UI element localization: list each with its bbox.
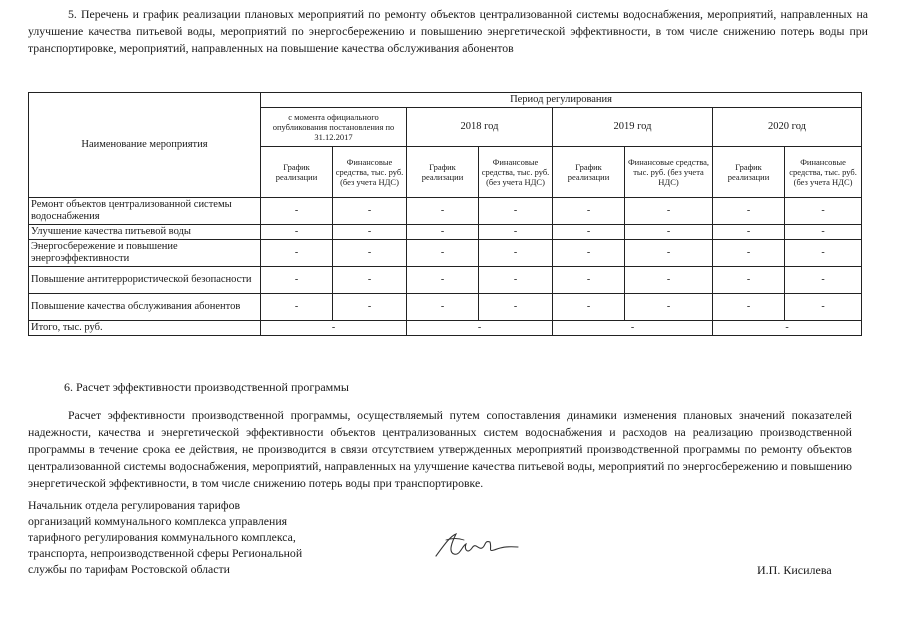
column-header-regulation-period: Период регулирования bbox=[261, 93, 862, 108]
table-cell: - bbox=[407, 198, 479, 225]
table-cell: - bbox=[333, 225, 407, 240]
table-cell: - bbox=[479, 225, 553, 240]
table-cell: - bbox=[333, 198, 407, 225]
table-row-total bbox=[29, 321, 862, 336]
subheader-schedule: График реализации bbox=[553, 147, 625, 198]
subheader-finance: Финансовые средства, тыс. руб. (без учета НДС) bbox=[625, 147, 713, 198]
column-header-period-2020: 2020 год bbox=[713, 108, 862, 147]
table-cell: - bbox=[625, 198, 713, 225]
subheader-finance: Финансовые средства, тыс. руб. (без учета НДС) bbox=[333, 147, 407, 198]
total-cell: - bbox=[553, 321, 713, 336]
table-cell: - bbox=[407, 267, 479, 294]
implementation-schedule-table bbox=[28, 92, 862, 336]
table-cell: - bbox=[553, 267, 625, 294]
table-cell: - bbox=[713, 267, 785, 294]
table-cell: - bbox=[479, 294, 553, 321]
table-cell: - bbox=[407, 240, 479, 267]
table-cell: - bbox=[553, 198, 625, 225]
table-cell: - bbox=[261, 240, 333, 267]
table-row bbox=[29, 294, 862, 321]
column-header-measure-name: Наименование мероприятия bbox=[29, 93, 261, 198]
row-name: Повышение антитеррористической безопасности bbox=[29, 267, 261, 294]
table-cell: - bbox=[479, 198, 553, 225]
section-6-heading: 6. Расчет эффективности производственной программы bbox=[64, 380, 349, 394]
row-name: Улучшение качества питьевой воды bbox=[29, 225, 261, 240]
table-row bbox=[29, 267, 862, 294]
table-cell: - bbox=[713, 225, 785, 240]
table-cell: - bbox=[553, 225, 625, 240]
table-cell: - bbox=[785, 225, 862, 240]
table-row bbox=[29, 240, 862, 267]
section-5-heading: 5. Перечень и график реализации плановых мероприятий по ремонту объектов централизованной системы водоснабжения, мероприятий, направленных на улучшение качества питьевой воды, мероприятий по энергосбережению и повышению энергетической эффективности, в том числе снижению потерь воды при транспортировке, мероприятий, направленных на повышение качества обслуживания абонентов bbox=[28, 7, 868, 55]
table-cell: - bbox=[333, 294, 407, 321]
subheader-finance: Финансовые средства, тыс. руб. (без учета НДС) bbox=[479, 147, 553, 198]
table-cell: - bbox=[261, 225, 333, 240]
table-cell: - bbox=[625, 240, 713, 267]
subheader-finance: Финансовые средства, тыс. руб. (без учета НДС) bbox=[785, 147, 862, 198]
subheader-schedule: График реализации bbox=[713, 147, 785, 198]
column-header-period-initial: с момента официального опубликования постановления по 31.12.2017 bbox=[261, 108, 407, 147]
table-cell: - bbox=[407, 294, 479, 321]
section-6-body: Расчет эффективности производственной программы, осуществляемый путем сопоставления динамики изменения плановых значений показателей надежности, качества и энергетической эффективности объектов централизованных систем водоснабжения и расходов на реализацию производственной программы в течение срока ее действия, не производится в связи отсутствием утвержденных мероприятий производственной программы по ремонту объектов централизованной системы водоснабжения, мероприятий, направленных на улучшение качества питьевой воды, мероприятий по энергосбережению и повышению энергетической эффективности, в том числе снижению потерь воды при транспортировке. bbox=[28, 408, 852, 490]
table-cell: - bbox=[713, 240, 785, 267]
column-header-period-2018: 2018 год bbox=[407, 108, 553, 147]
table-cell: - bbox=[785, 294, 862, 321]
table-cell: - bbox=[261, 267, 333, 294]
table-cell: - bbox=[625, 267, 713, 294]
table-cell: - bbox=[553, 240, 625, 267]
signatory-name: И.П. Кисилева bbox=[757, 563, 832, 577]
table-cell: - bbox=[333, 267, 407, 294]
table-cell: - bbox=[713, 294, 785, 321]
handwritten-signature bbox=[432, 526, 522, 566]
total-cell: - bbox=[407, 321, 553, 336]
table-cell: - bbox=[625, 294, 713, 321]
row-name: Ремонт объектов централизованной системы водоснабжения bbox=[29, 198, 261, 225]
row-name: Повышение качества обслуживания абонентов bbox=[29, 294, 261, 321]
table-cell: - bbox=[407, 225, 479, 240]
total-cell: - bbox=[713, 321, 862, 336]
table-cell: - bbox=[625, 225, 713, 240]
table-cell: - bbox=[553, 294, 625, 321]
table-row bbox=[29, 225, 862, 240]
table-cell: - bbox=[785, 240, 862, 267]
table-cell: - bbox=[479, 267, 553, 294]
table-row bbox=[29, 198, 862, 225]
table-cell: - bbox=[261, 294, 333, 321]
total-cell: - bbox=[261, 321, 407, 336]
subheader-schedule: График реализации bbox=[407, 147, 479, 198]
row-name: Энергосбережение и повышение энергоэффективности bbox=[29, 240, 261, 267]
row-name-total: Итого, тыс. руб. bbox=[29, 321, 261, 336]
table-cell: - bbox=[333, 240, 407, 267]
table-cell: - bbox=[479, 240, 553, 267]
signatory-position: Начальник отдела регулирования тарифов организаций коммунального комплекса управления тарифного регулирования коммунального комплекса, транспорта, непроизводственной сферы Региональной службы по тарифам Ростовской области bbox=[28, 498, 303, 576]
table-cell: - bbox=[261, 198, 333, 225]
subheader-schedule: График реализации bbox=[261, 147, 333, 198]
table-cell: - bbox=[785, 198, 862, 225]
column-header-period-2019: 2019 год bbox=[553, 108, 713, 147]
table-cell: - bbox=[713, 198, 785, 225]
table-cell: - bbox=[785, 267, 862, 294]
